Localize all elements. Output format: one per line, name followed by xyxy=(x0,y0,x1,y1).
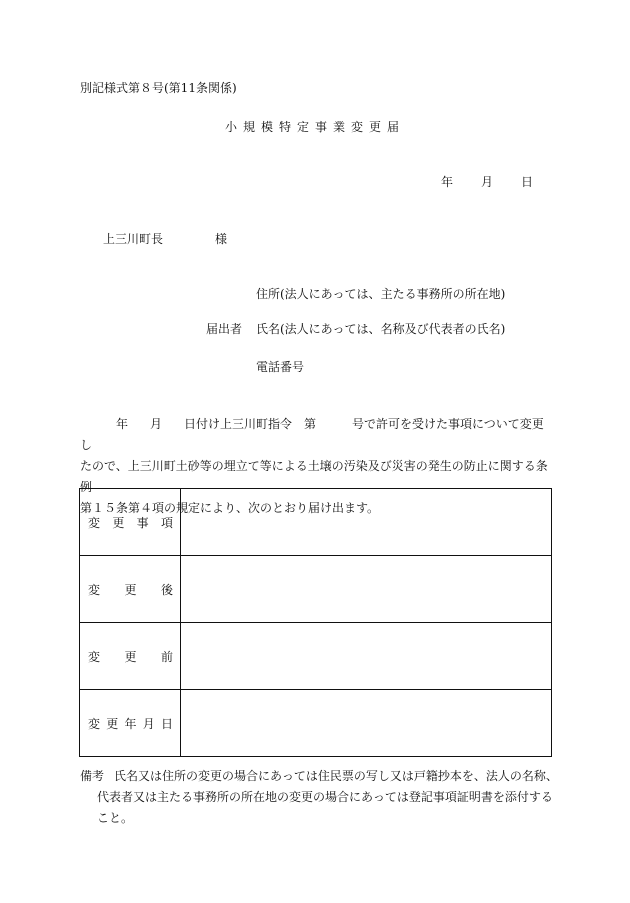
row-label-char: 更 xyxy=(124,582,137,597)
row-label xyxy=(80,690,181,757)
row-label-char: 後 xyxy=(160,582,173,597)
body-line-3: 第１５条第４項の規定により、次のとおり届け出ます。 xyxy=(80,501,380,515)
row-label xyxy=(80,623,181,690)
row-value[interactable] xyxy=(181,690,552,757)
table-row xyxy=(80,489,552,556)
notes-line-2: 代表者又は主たる事務所の所在地の変更の場合にあっては登記事項証明書を添付する xyxy=(97,790,553,804)
row-label xyxy=(80,556,181,623)
row-label-char: 更 xyxy=(112,515,125,530)
row-label-char: 日 xyxy=(160,716,173,731)
table-row xyxy=(80,556,552,623)
table-row xyxy=(80,690,552,757)
row-label-char: 更 xyxy=(124,649,137,664)
row-value[interactable] xyxy=(181,623,552,690)
row-label-char: 前 xyxy=(160,649,173,664)
body-year: 年 xyxy=(116,417,129,431)
row-label-char: 事 xyxy=(136,515,149,530)
applicant-address: 住所(法人にあっては、主たる事務所の所在地) xyxy=(256,287,506,301)
row-label-char: 月 xyxy=(142,716,155,731)
addressee-honorific: 様 xyxy=(215,232,228,246)
row-label xyxy=(80,489,181,556)
body-line1-rest: 号で許可を受けた事項について変更し xyxy=(80,417,544,452)
notes-line-1: 備考 氏名又は住所の変更の場合にあっては住民票の写し又は戸籍抄本を、法人の名称、 xyxy=(80,766,560,787)
row-label-char: 変 xyxy=(88,649,101,664)
date-year: 年 xyxy=(441,175,454,189)
row-value[interactable] xyxy=(181,556,552,623)
addressee-name: 上三川町長 xyxy=(103,232,164,246)
form-number: 別記様式第８号(第11条関係) xyxy=(80,81,237,95)
applicant-name: 氏名(法人にあっては、名称及び代表者の氏名) xyxy=(256,322,506,336)
row-label-char: 変 xyxy=(88,582,101,597)
row-label-char: 更 xyxy=(106,716,119,731)
applicant-phone: 電話番号 xyxy=(256,360,305,374)
date-month: 月 xyxy=(481,175,494,189)
notes xyxy=(80,766,560,829)
row-label-char: 変 xyxy=(88,716,101,731)
row-value[interactable] xyxy=(181,489,552,556)
row-label-char: 項 xyxy=(160,515,173,530)
addressee xyxy=(103,231,227,247)
date-line xyxy=(441,174,533,190)
change-table xyxy=(79,488,552,757)
row-label-char: 変 xyxy=(88,515,101,530)
body-month: 月 xyxy=(150,417,163,431)
notes-label: 備考 xyxy=(80,769,105,783)
body-line-1 xyxy=(80,414,552,456)
applicant-name-line xyxy=(206,321,505,337)
date-day: 日 xyxy=(521,175,534,189)
notes-line-3: こと。 xyxy=(97,811,134,825)
body-dated: 日付け上三川町指令 第 xyxy=(184,417,317,431)
document-title: 小規模特定事業変更届 xyxy=(224,120,405,134)
row-label-char: 年 xyxy=(124,716,137,731)
applicant-label: 届出者 xyxy=(206,322,243,336)
table-row xyxy=(80,623,552,690)
body-line-2: たので、上三川町土砂等の埋立て等による土壌の汚染及び災害の発生の防止に関する条例 xyxy=(80,459,548,494)
